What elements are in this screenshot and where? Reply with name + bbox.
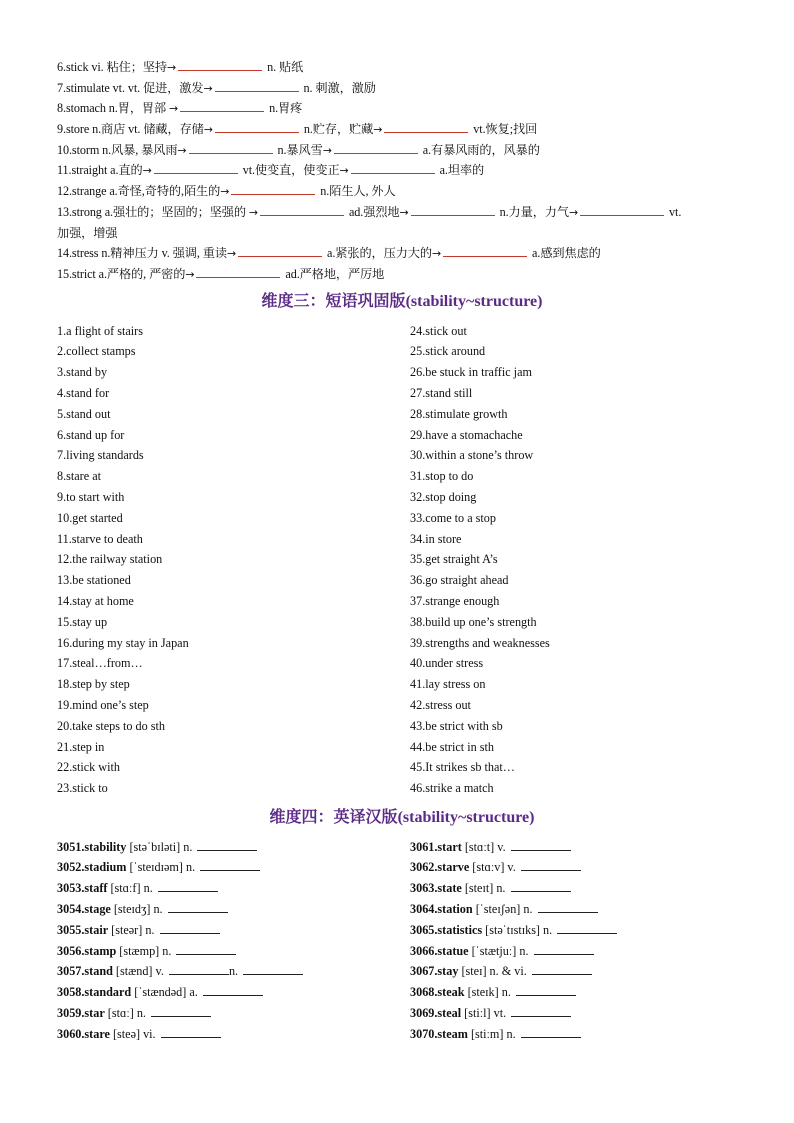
vocab-phonetic: [steɪk] n. [464, 985, 514, 1000]
word-line-text: 14.stress n.精神压力 v. 强调, 重读 [57, 246, 227, 261]
vocab-item [57, 941, 303, 962]
answer-blank[interactable] [384, 120, 468, 133]
vocab-item [410, 1024, 617, 1045]
vocab-item [57, 1024, 303, 1045]
phrase-item: 20.take steps to do sth [57, 718, 165, 733]
vocab-phonetic: [steər] n. [108, 922, 158, 937]
arrow-icon: → [203, 81, 213, 95]
phrase-item: 6.stand up for [57, 427, 125, 442]
answer-blank[interactable] [215, 120, 299, 133]
word-line-text: 13.strong a.强壮的；坚固的；坚强的 [57, 204, 249, 219]
answer-blank[interactable] [511, 1004, 571, 1017]
answer-blank[interactable] [169, 962, 229, 975]
answer-blank[interactable] [334, 141, 418, 154]
arrow-icon: → [339, 164, 349, 178]
word-line-text: 加强，增强 [57, 225, 118, 240]
phrase-item: 24.stick out [410, 323, 467, 338]
vocab-item [57, 857, 303, 878]
vocab-word: station [437, 901, 473, 916]
vocab-number: 3069. [410, 1005, 438, 1020]
section-four-title: 维度四：英译汉版(stability~structure) [269, 808, 535, 826]
vocab-number: 3061. [410, 839, 438, 854]
word-line-text: n.贮存，贮藏 [300, 122, 374, 137]
answer-blank[interactable] [197, 838, 257, 851]
answer-blank[interactable] [521, 1025, 581, 1038]
vocab-item [57, 878, 303, 899]
word-line-text: 9.store n.商店 vt. 储藏，存储 [57, 122, 204, 137]
vocab-number: 3063. [410, 881, 438, 896]
answer-blank[interactable] [411, 203, 495, 216]
word-line [57, 98, 747, 119]
vocab-number: 3056. [57, 943, 85, 958]
vocab-item [410, 1003, 617, 1024]
phrase-item: 35.get straight A’s [410, 552, 498, 567]
answer-blank[interactable] [200, 858, 260, 871]
answer-blank[interactable] [580, 203, 664, 216]
word-line-text: 6.stick vi. 粘住；坚持 [57, 60, 168, 74]
answer-blank[interactable] [532, 962, 592, 975]
vocab-item [410, 941, 617, 962]
phrase-item: 7.living standards [57, 448, 144, 463]
vocab-phonetic: [stəˈtɪstɪks] n. [482, 922, 556, 937]
answer-blank[interactable] [176, 942, 236, 955]
arrow-icon: → [248, 205, 259, 219]
word-line [57, 223, 747, 244]
phrase-item: 39.strengths and weaknesses [410, 635, 550, 650]
vocab-word: statistics [437, 922, 483, 937]
vocab-number: 3062. [410, 860, 438, 875]
phrase-item: 45.It strikes sb that… [410, 760, 515, 775]
vocab-word: stamp [84, 943, 117, 958]
vocab-word: steal [437, 1005, 462, 1020]
word-line-text: vt.使变直，使变正 [239, 163, 340, 178]
phrase-item: 3.stand by [57, 365, 108, 380]
vocab-number: 3059. [57, 1005, 85, 1020]
arrow-icon: → [220, 185, 230, 199]
answer-blank[interactable] [215, 79, 299, 92]
phrase-item: 15.stay up [57, 614, 108, 629]
word-line-text: a.坦率的 [436, 163, 485, 178]
arrow-icon: → [177, 143, 187, 157]
phrase-item: 12.the railway station [57, 552, 163, 567]
vocab-item [410, 920, 617, 941]
vocab-word: stability [84, 839, 127, 854]
vocab-item [57, 837, 303, 858]
answer-blank[interactable] [180, 99, 264, 112]
vocab-word: standard [84, 985, 132, 1000]
phrase-item: 27.stand still [410, 385, 473, 400]
vocab-phonetic: [stɑːt] v. [461, 839, 509, 854]
phrase-item: 36.go straight ahead [410, 573, 509, 588]
word-line [57, 202, 747, 223]
vocab-phonetic: [stɑːv] v. [469, 860, 519, 875]
phrase-item: 8.stare at [57, 469, 101, 484]
word-line-text: n.陌生人, 外人 [317, 184, 396, 199]
phrase-item: 26.be stuck in traffic jam [410, 365, 532, 380]
answer-blank[interactable] [511, 838, 571, 851]
phrase-item: 1.a flight of stairs [57, 323, 143, 338]
vocab-word: state [437, 881, 462, 896]
answer-blank[interactable] [158, 879, 218, 892]
arrow-icon: → [203, 123, 213, 137]
answer-blank[interactable] [196, 265, 280, 278]
answer-blank[interactable] [516, 983, 576, 996]
phrase-item: 10.get started [57, 510, 123, 525]
answer-blank[interactable] [534, 942, 594, 955]
answer-blank[interactable] [231, 182, 315, 195]
vocab-phonetic: [steɪ] n. & vi. [458, 964, 530, 979]
vocab-item [57, 982, 303, 1003]
arrow-icon: → [226, 247, 237, 261]
phrase-item: 43.be strict with sb [410, 718, 503, 733]
vocab-word: stadium [84, 860, 127, 875]
vocab-word: stare [84, 1026, 110, 1041]
vocab-number: 3066. [410, 943, 438, 958]
word-line-text: 11.straight a.直的 [57, 163, 143, 178]
answer-blank[interactable] [243, 962, 303, 975]
answer-blank[interactable] [168, 900, 228, 913]
answer-blank[interactable] [160, 921, 220, 934]
answer-blank[interactable] [511, 879, 571, 892]
vocab-number: 3057. [57, 964, 85, 979]
arrow-icon: → [568, 205, 579, 219]
phrase-item: 28.stimulate growth [410, 406, 508, 421]
phrase-item: 34.in store [410, 531, 462, 546]
word-line-text: ad.严格地，严厉地 [282, 266, 385, 281]
vocab-number: 3054. [57, 901, 85, 916]
vocab-number: 3070. [410, 1026, 438, 1041]
phrase-item: 42.stress out [410, 697, 471, 712]
phrase-item: 37.strange enough [410, 593, 500, 608]
phrase-item: 5.stand out [57, 406, 111, 421]
word-line [57, 140, 747, 161]
vocab-columns [57, 837, 747, 1047]
vocab-number: 3068. [410, 985, 438, 1000]
phrase-item: 29.have a stomachache [410, 427, 523, 442]
vocab-column-left [57, 837, 303, 1045]
vocab-word: start [437, 839, 462, 854]
word-line-text: ad.强烈地 [346, 204, 400, 219]
answer-blank[interactable] [161, 1025, 221, 1038]
arrow-icon: → [169, 102, 179, 116]
phrase-item: 19.mind one’s step [57, 697, 149, 712]
vocab-phonetic: [stiːl] vt. [461, 1005, 510, 1020]
phrase-column-left [57, 321, 189, 799]
answer-blank[interactable] [557, 921, 617, 934]
vocab-number: 3065. [410, 922, 438, 937]
answer-blank[interactable] [178, 58, 262, 71]
vocab-phonetic: [ˈstændəd] a. [131, 985, 201, 1000]
phrase-item: 31.stop to do [410, 469, 474, 484]
word-line-text: a.感到焦虑的 [529, 246, 601, 261]
phrase-item: 11.starve to death [57, 531, 143, 546]
phrase-item: 2.collect stamps [57, 344, 136, 359]
vocab-item [410, 961, 617, 982]
phrase-item: 32.stop doing [410, 489, 477, 504]
phrase-item: 18.step by step [57, 677, 130, 692]
phrase-columns [57, 321, 747, 799]
vocab-phonetic: [stiːm] n. [467, 1026, 519, 1041]
phrase-item: 22.stick with [57, 760, 120, 775]
word-line-text: vt.恢复;找回 [470, 122, 538, 137]
answer-blank[interactable] [151, 1004, 211, 1017]
vocab-number: 3064. [410, 901, 438, 916]
phrase-item: 21.step in [57, 739, 105, 754]
vocab-phonetic: [stæmp] n. [116, 943, 175, 958]
phrase-item: 38.build up one’s strength [410, 614, 537, 629]
word-line-text: a.紧张的，压力大的 [324, 246, 432, 261]
vocab-item [57, 1003, 303, 1024]
vocab-word: starve [437, 860, 470, 875]
phrase-item: 4.stand for [57, 385, 110, 400]
word-line [57, 78, 747, 99]
answer-blank[interactable] [238, 244, 322, 257]
phrase-item: 23.stick to [57, 781, 108, 796]
arrow-icon: → [142, 164, 152, 178]
phrase-item: 30.within a stone’s throw [410, 448, 534, 463]
vocab-item [410, 857, 617, 878]
word-line [57, 160, 747, 181]
vocab-word: star [84, 1005, 105, 1020]
phrase-item: 9.to start with [57, 489, 125, 504]
vocab-word: staff [84, 881, 108, 896]
vocab-phonetic: [stænd] v. [112, 964, 167, 979]
word-derivation-list [57, 57, 747, 285]
answer-blank[interactable] [189, 141, 273, 154]
vocab-item [57, 961, 303, 982]
word-line-text: n. 贴纸 [264, 60, 304, 74]
arrow-icon: → [185, 267, 195, 281]
answer-blank[interactable] [260, 203, 344, 216]
vocab-item [410, 878, 617, 899]
arrow-icon: → [322, 143, 332, 157]
vocab-item [410, 837, 617, 858]
vocab-extra: n. [228, 964, 242, 979]
arrow-icon: → [167, 61, 177, 74]
phrase-item: 25.stick around [410, 344, 486, 359]
vocab-word: stage [84, 901, 111, 916]
answer-blank[interactable] [443, 244, 527, 257]
vocab-word: stand [84, 964, 113, 979]
answer-blank[interactable] [521, 858, 581, 871]
word-line [57, 243, 747, 264]
vocab-word: steak [437, 985, 465, 1000]
word-line-text: 7.stimulate vt. vt. 促进，激发 [57, 80, 204, 95]
vocab-item [57, 920, 303, 941]
word-line [57, 264, 747, 285]
answer-blank[interactable] [154, 161, 238, 174]
vocab-phonetic: [stəˈbɪləti] n. [126, 839, 196, 854]
word-line [57, 181, 747, 202]
word-line-text: n.胃疼 [266, 101, 303, 116]
phrase-item: 16.during my stay in Japan [57, 635, 189, 650]
vocab-phonetic: [ˈsteɪʃən] n. [472, 901, 536, 916]
arrow-icon: → [373, 123, 383, 137]
vocab-word: stair [84, 922, 109, 937]
vocab-item [410, 899, 617, 920]
phrase-item: 14.stay at home [57, 593, 134, 608]
word-line [57, 119, 747, 140]
vocab-number: 3058. [57, 985, 85, 1000]
phrase-item: 40.under stress [410, 656, 484, 671]
phrase-item: 41.lay stress on [410, 677, 486, 692]
vocab-item [57, 899, 303, 920]
word-line-text: 12.strange a.奇怪,奇特的,陌生的 [57, 184, 221, 199]
word-line-text: 15.strict a.严格的, 严密的 [57, 266, 186, 281]
arrow-icon: → [431, 247, 442, 261]
vocab-word: statue [437, 943, 469, 958]
vocab-phonetic: [ˈsteɪdɪəm] n. [126, 860, 199, 875]
vocab-number: 3053. [57, 881, 85, 896]
vocab-number: 3067. [410, 964, 438, 979]
answer-blank[interactable] [203, 983, 263, 996]
vocab-item [410, 982, 617, 1003]
word-line-text: 10.storm n.风暴, 暴风雨 [57, 142, 178, 157]
vocab-word: stay [437, 964, 459, 979]
vocab-phonetic: [stɑː] n. [104, 1005, 150, 1020]
phrase-item: 33.come to a stop [410, 510, 496, 525]
word-line-text: n. 刺激，激励 [300, 80, 376, 95]
section-three-title: 维度三：短语巩固版(stability~structure) [261, 292, 543, 310]
vocab-phonetic: [steɪdʒ] n. [110, 901, 166, 916]
word-line-text: n.暴风雪 [274, 142, 323, 157]
word-line-text: n.力量，力气 [496, 204, 569, 219]
vocab-phonetic: [stɑːf] n. [107, 881, 156, 896]
word-line-text: 8.stomach n.胃，胃部 [57, 101, 170, 116]
worksheet-page [57, 57, 747, 1047]
word-line [57, 57, 747, 78]
vocab-column-right [410, 837, 617, 1045]
vocab-phonetic: [ˈstætjuː] n. [468, 943, 532, 958]
vocab-number: 3060. [57, 1026, 85, 1041]
vocab-phonetic: [steɪt] n. [461, 881, 509, 896]
word-line-text: a.有暴风雨的，风暴的 [419, 142, 540, 157]
vocab-phonetic: [steə] vi. [109, 1026, 159, 1041]
vocab-number: 3055. [57, 922, 85, 937]
phrase-item: 13.be stationed [57, 573, 131, 588]
phrase-item: 46.strike a match [410, 781, 494, 796]
phrase-item: 44.be strict in sth [410, 739, 494, 754]
phrase-item: 17.steal…from… [57, 656, 143, 671]
vocab-number: 3052. [57, 860, 85, 875]
vocab-number: 3051. [57, 839, 85, 854]
word-line-text: vt. [666, 204, 682, 219]
answer-blank[interactable] [351, 161, 435, 174]
answer-blank[interactable] [538, 900, 598, 913]
phrase-column-right [410, 321, 550, 799]
vocab-word: steam [437, 1026, 468, 1041]
arrow-icon: → [399, 205, 409, 219]
